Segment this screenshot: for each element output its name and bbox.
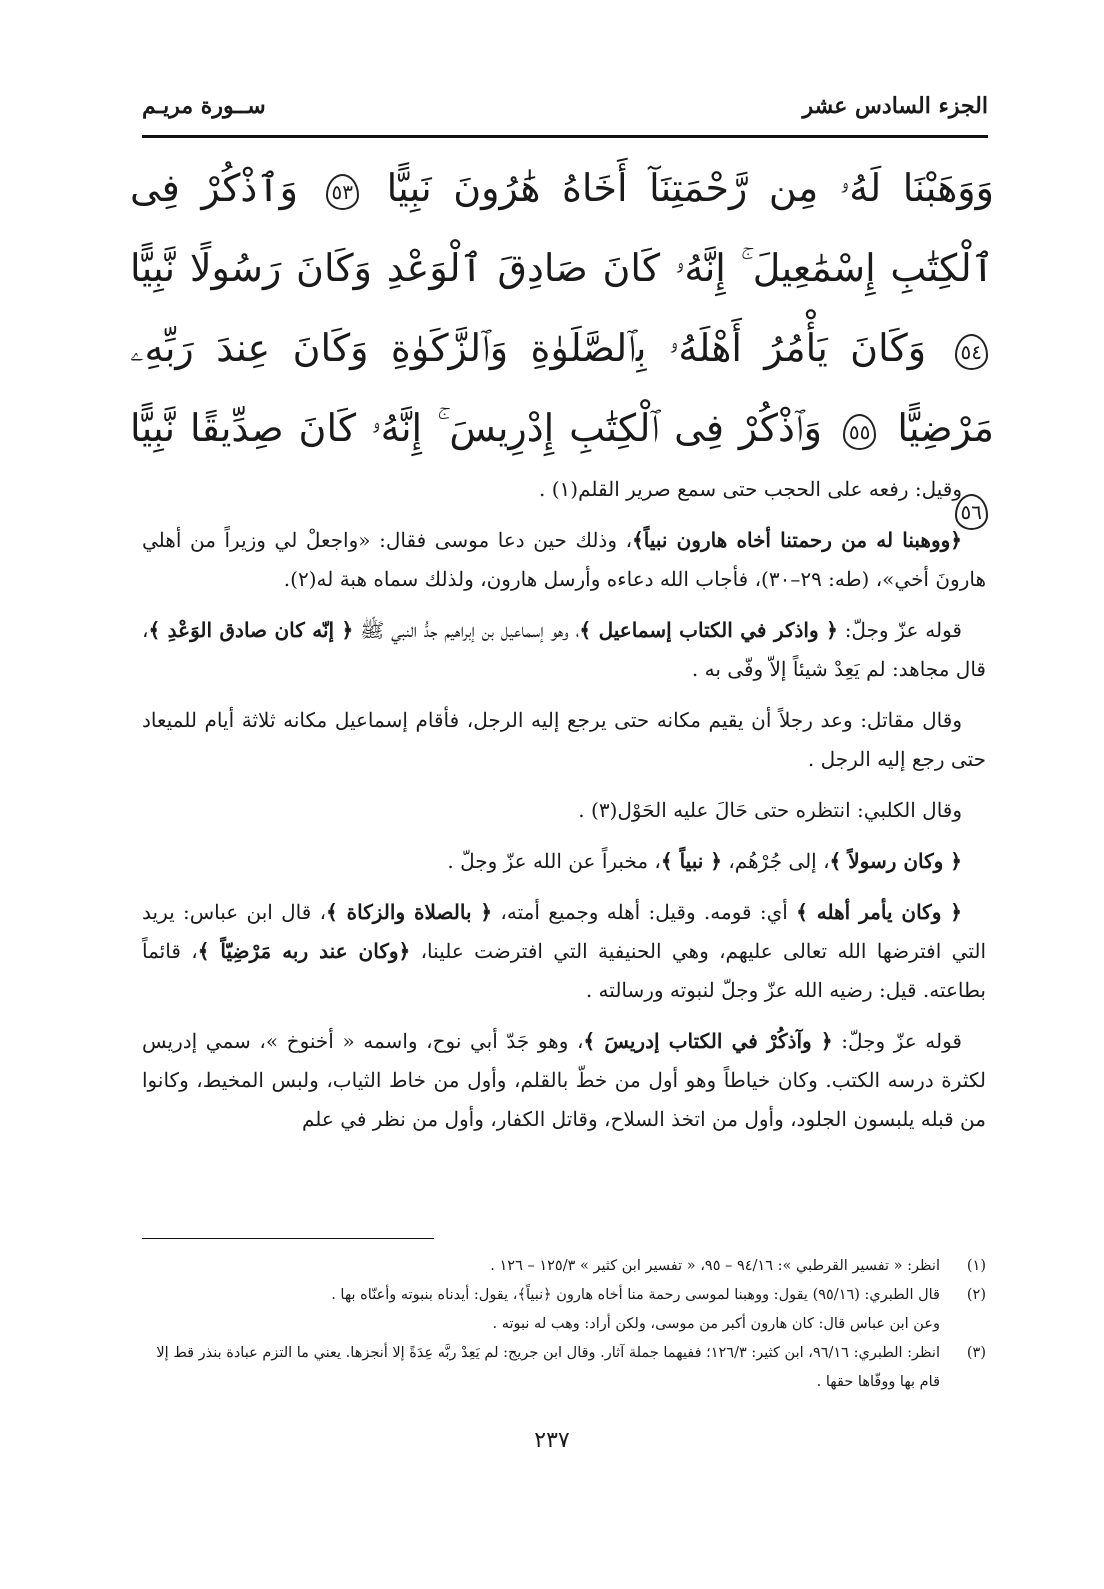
footnotes	[142, 1252, 986, 1397]
commentary-body	[142, 470, 986, 1151]
running-header	[142, 86, 988, 126]
header-part-title: الجزء السادس عشر	[802, 93, 988, 119]
paragraph: قوله عزّ وجلّ: ﴿ وآذكُرْ في الكتاب إدريسَ ﴾، وهو جَدّ أبي نوح، واسمه « أخنوخ »، سمي إدريس لكثرة درسه الكتب. وكان خياطاً وهو أول من خطّ بالقلم، وأول من خاط الثياب، ولبس المخيط، وكانوا من قبله يلبسون الجلود، وأول من اتخذ السلاح، وقاتل الكفار، وأول من نظر في علم	[142, 1029, 986, 1131]
verse-56: وَٱذْكُرْ فِى ٱلْكِتَٰبِ إِدْرِيسَ ۚ إِنَّهُۥ كَانَ صِدِّيقًا نَّبِيًّا	[130, 406, 822, 450]
page-number: ٢٣٧	[534, 1428, 570, 1453]
footnote-2: (٢) قال الطبري: (٩٥/١٦) يقول: ووهبنا لموسى رحمة منا أخاه هارون ﴿نبياً﴾، يقول: أيدناه بنبوته وأعنّاه بها .	[331, 1287, 986, 1303]
paragraph: ﴿ وكان رسولاً ﴾، إلى جُرْهُم، ﴿ نبياً ﴾، مخبراً عن الله عزّ وجلّ .	[447, 849, 962, 873]
quoted-verse: ﴿ نبياً ﴾	[660, 849, 722, 873]
header-rule	[142, 135, 988, 138]
ayah-marker-54: ٥٤	[955, 334, 988, 370]
verse-53: وَوَهَبْنَا لَهُۥ مِن رَّحْمَتِنَآ أَخَاهُ هَٰرُونَ نَبِيًّا	[386, 166, 994, 210]
paragraph: وقال مقاتل: وعد رجلاً أن يقيم مكانه حتى يرجع إليه الرجل، فأقام إسماعيل مكانه ثلاثة أيام للميعاد حتى رجع إليه الرجل .	[142, 708, 986, 771]
paragraph: ﴿ وكان يأمر أهله ﴾ أي: قومه. وقيل: أهله وجميع أمته، ﴿ بالصلاة والزكاة ﴾، قال ابن عباس: يريد التي افترضها الله تعالى عليهم، وهي الحنيفية التي افترضت علينا، ﴿وكان عند ربه مَرْضِيّاً ﴾، قائماً بطاعته. قيل: رضيه الله عزّ وجلّ لنبوته ورسالته .	[142, 900, 986, 1002]
verse-55: وَكَانَ يَأْمُرُ أَهْلَهُۥ بِٱلصَّلَوٰةِ وَٱلزَّكَوٰةِ وَكَانَ عِندَ رَبِّهِۦ مَرْضِيًّا	[130, 326, 994, 450]
footnote-3: (٣) انظر: الطبري: ٩٦/١٦، ابن كثير: ١٢٦/٣؛ ففيهما جملة آثار. وقال ابن جريج: لم يَعِدْ ربَّه عِدَةً إلا أنجزها. يعني ما التزم عبادة بنذر قط إلا قام بها ووفّاها حقها .	[156, 1345, 986, 1390]
paragraph: قوله عزّ وجلّ: ﴿ واذكر في الكتاب إسماعيل ﴾، وهو إسماعيل بن إبراهيم جدُّ النبي ﷺ ﴿ إنّه كان صادق الوَعْدِ ﴾، قال مجاهد: لم يَعِدْ شيئاً إلاّ وفّى به .	[142, 618, 986, 681]
quoted-verse: ﴿ واذكر في الكتاب إسماعيل ﴾	[579, 618, 838, 642]
quoted-verse: ﴿ووهبنا له من رحمتنا أخاه هارون نبياً﴾	[632, 528, 962, 552]
paragraph: ﴿ووهبنا له من رحمتنا أخاه هارون نبياً﴾، وذلك حين دعا موسى فقال: «واجعلْ لي وزيراً من أهلي هارونَ أخي»، (طه: ٢٩–٣٠)، فأجاب الله دعاءه وأرسل هارون، ولذلك سماه هبة له(٢).	[142, 528, 986, 591]
quoted-verse: ﴿ وكان رسولاً ﴾	[829, 849, 962, 873]
quoted-verse: ﴿ وكان يأمر أهله ﴾	[796, 900, 962, 924]
paragraph: وقال الكلبي: انتظره حتى حَالَ عليه الحَوْل(٣) .	[578, 798, 962, 822]
paragraph: وقيل: رفعه على الحجب حتى سمع صرير القلم(١) .	[539, 477, 962, 501]
quoted-verse: ﴿ بالصلاة والزكاة ﴾	[326, 900, 493, 924]
quoted-verse: ﴿ إنّه كان صادق الوَعْدِ ﴾	[148, 618, 354, 642]
ayah-marker-53: ٥٣	[326, 174, 359, 210]
footnote-2-continued: وعن ابن عباس قال: كان هارون أكبر من موسى، ولكن أراد: وهب له نبوته .	[492, 1316, 940, 1332]
quoted-verse: ﴿وكان عند ربه مَرْضِيّاً ﴾	[197, 939, 411, 963]
footnote-rule	[142, 1238, 434, 1239]
verse-54: وَٱذْكُرْ فِى ٱلْكِتَٰبِ إِسْمَٰعِيلَ ۚ إِنَّهُۥ كَانَ صَادِقَ ٱلْوَعْدِ وَكَانَ رَسُولًا نَّبِيًّا	[130, 166, 994, 290]
ayah-marker-56: ٥٦	[955, 494, 988, 530]
header-surah-title: ســورة مريـم	[142, 93, 266, 119]
quoted-verse: ﴿ وآذكُرْ في الكتاب إدريسَ ﴾	[583, 1029, 833, 1053]
footnote-1: (١) انظر: « تفسير القرطبي »: ٩٤/١٦ – ٩٥، « تفسير ابن كثير » ١٢٥/٣ – ١٢٦ .	[490, 1258, 986, 1274]
ayah-marker-55: ٥٥	[843, 414, 876, 450]
